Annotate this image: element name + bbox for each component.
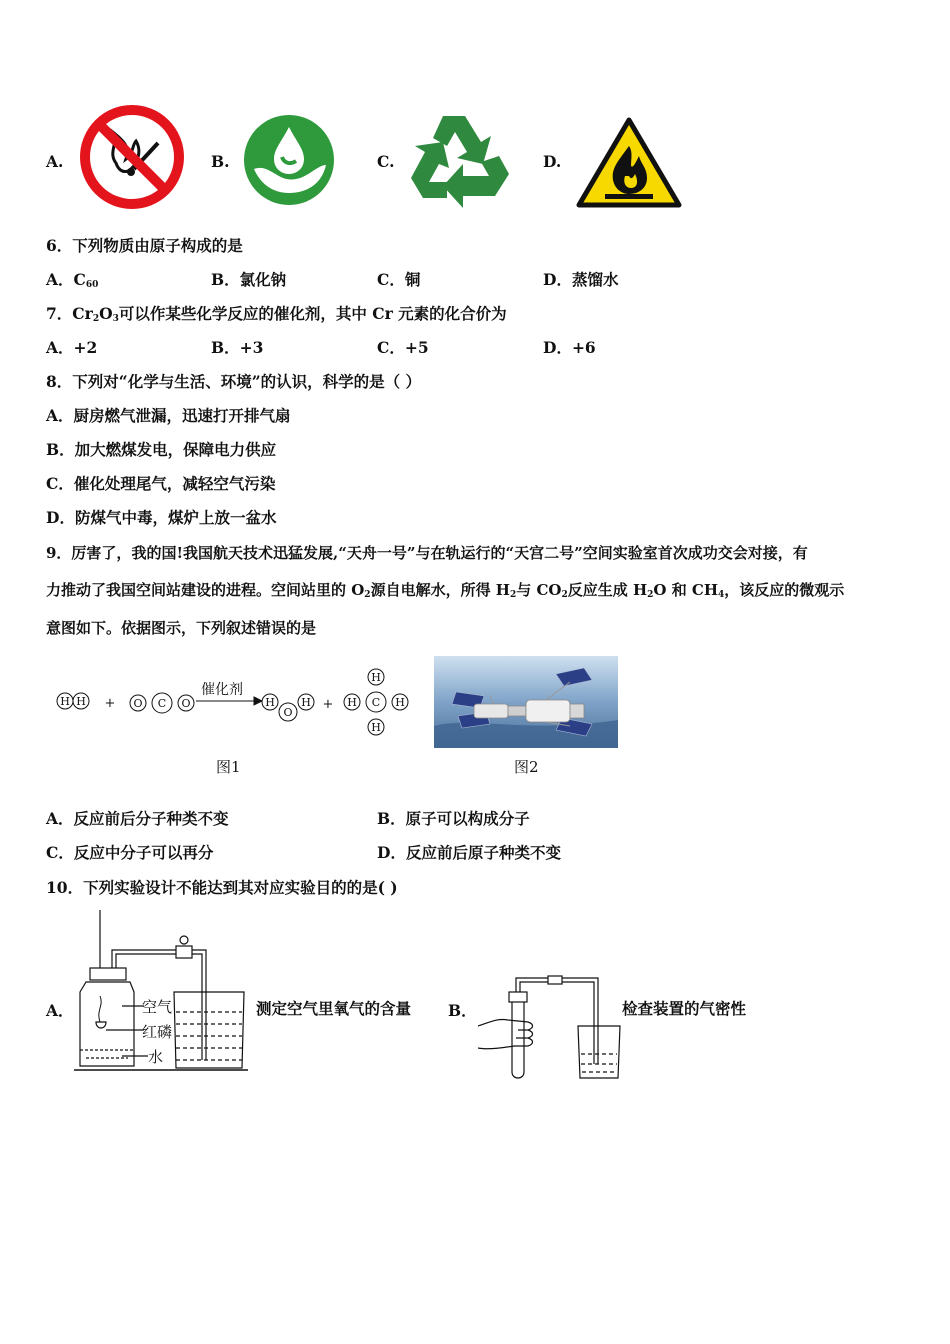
q7-stem	[46, 304, 507, 329]
q8-option-b: B．加大燃煤发电，保障电力供应	[46, 440, 277, 459]
q5-option-a-label: A.	[46, 152, 64, 171]
q8-stem: 8．下列对“化学与生活、环境”的认识，科学的是（ ）	[46, 372, 422, 391]
fig2-caption: 图2	[514, 758, 539, 776]
atom-o-label: O	[181, 697, 191, 710]
label-water: 水	[148, 1048, 164, 1066]
q7-option-d: D．+6	[543, 338, 596, 357]
atom-h-label: H	[371, 721, 381, 734]
q9-stem-line3: 意图如下。依据图示，下列叙述错误的是	[46, 619, 317, 637]
q8-option-d: D．防煤气中毒，煤炉上放一盆水	[46, 508, 277, 527]
flammable-warning-icon	[575, 116, 683, 210]
q9-line2-part5: O 和 CH	[653, 581, 719, 599]
q10-option-a-text: 测定空气里氧气的含量	[256, 999, 412, 1018]
atom-h-label: H	[395, 696, 405, 709]
q6-stem: 6．下列物质由原子构成的是	[46, 236, 243, 255]
h2o-molecule	[262, 694, 314, 721]
q8-option-c: C．催化处理尾气，减轻空气污染	[46, 474, 276, 493]
q10-stem: 10．下列实验设计不能达到其对应实验目的的是( )	[46, 878, 398, 897]
q5-option-b-label: B.	[211, 152, 230, 171]
q9-stem-line1: 9．厉害了，我的国!我国航天技术迅猛发展,“天舟一号”与在轨运行的“天宫二号”空间实验室首次成功交会对接，有	[46, 544, 808, 562]
q7-formula-sub1: 2	[92, 314, 100, 324]
q5-option-c-label: C.	[377, 152, 395, 171]
ch4-molecule	[344, 669, 408, 735]
q9-line2-part6: ，该反应的微观示	[724, 581, 845, 599]
label-phosphorus: 红磷	[142, 1023, 173, 1041]
atom-h-label: H	[301, 696, 311, 709]
atom-o-label: O	[283, 706, 293, 719]
q7-formula-sub2: 3	[112, 314, 119, 324]
atom-c-label: C	[157, 697, 167, 710]
q9-line2-part3: 与 CO	[516, 581, 562, 599]
q10-option-b-label: B．	[448, 1001, 477, 1020]
plus-sign: +	[104, 696, 116, 711]
q7-formula-o: O	[99, 304, 113, 323]
atom-c-label: C	[371, 696, 381, 709]
atom-h-label: H	[265, 696, 275, 709]
q9-line2-sub2: 2	[509, 590, 517, 600]
atom-o-label: O	[133, 697, 143, 710]
q6-option-a-label: A．	[46, 270, 74, 289]
q9-line2-sub1: 2	[364, 590, 371, 600]
label-air: 空气	[142, 998, 173, 1016]
spacecraft-docking-image	[434, 656, 618, 748]
h2-molecule	[57, 693, 89, 709]
q9-line2-part2: 源自电解水，所得 H	[370, 581, 510, 599]
atom-h-label: H	[371, 671, 381, 684]
q9-line2-part4: 反应生成 H	[567, 581, 648, 599]
q9-option-d: D．反应前后原子种类不变	[377, 843, 561, 862]
q6-option-a-formula: C	[73, 270, 86, 289]
water-saving-sign-icon	[242, 113, 336, 207]
q10-option-b-text: 检查装置的气密性	[622, 999, 747, 1018]
co2-molecule	[130, 693, 194, 713]
plus-sign: +	[322, 697, 334, 712]
q9-line2-sub5: 4	[718, 590, 725, 600]
q9-line2-sub4: 2	[647, 590, 654, 600]
reaction-diagram	[50, 664, 420, 744]
q7-option-a: A．+2	[46, 338, 98, 357]
q7-number: 7．	[46, 304, 73, 323]
q10-option-a-label: A．	[46, 1001, 74, 1020]
q6-option-d: D．蒸馏水	[543, 270, 619, 289]
fig1-caption: 图1	[216, 758, 241, 776]
q6-option-a-subscript: 60	[85, 280, 99, 290]
recycle-sign-icon	[403, 108, 513, 210]
q7-option-b: B．+3	[211, 338, 264, 357]
atom-h-label: H	[76, 695, 86, 708]
q7-formula-cr: Cr	[72, 304, 93, 323]
oxygen-content-apparatus	[72, 910, 252, 1076]
q7-stem-rest: 可以作某些化学反应的催化剂，其中 Cr 元素的化合价为	[118, 304, 507, 323]
q8-option-a: A．厨房燃气泄漏，迅速打开排气扇	[46, 406, 291, 425]
q6-option-a	[46, 270, 98, 295]
q9-stem-line2	[46, 580, 844, 605]
q5-option-d-label: D.	[543, 152, 562, 171]
atom-h-label: H	[347, 696, 357, 709]
q9-line2-sub3: 2	[561, 590, 568, 600]
no-fire-sign-icon	[78, 103, 186, 211]
airtightness-apparatus	[478, 968, 626, 1084]
q9-line2-part1: 力推动了我国空间站建设的进程。空间站里的 O	[46, 581, 365, 599]
q9-option-c: C．反应中分子可以再分	[46, 843, 214, 862]
q6-option-c: C．铜	[377, 270, 421, 289]
catalyst-label: 催化剂	[201, 682, 243, 698]
q9-option-a: A．反应前后分子种类不变	[46, 809, 229, 828]
q7-option-c: C．+5	[377, 338, 429, 357]
q9-option-b: B．原子可以构成分子	[377, 809, 530, 828]
q6-option-b: B．氯化钠	[211, 270, 287, 289]
atom-h-label: H	[60, 695, 70, 708]
